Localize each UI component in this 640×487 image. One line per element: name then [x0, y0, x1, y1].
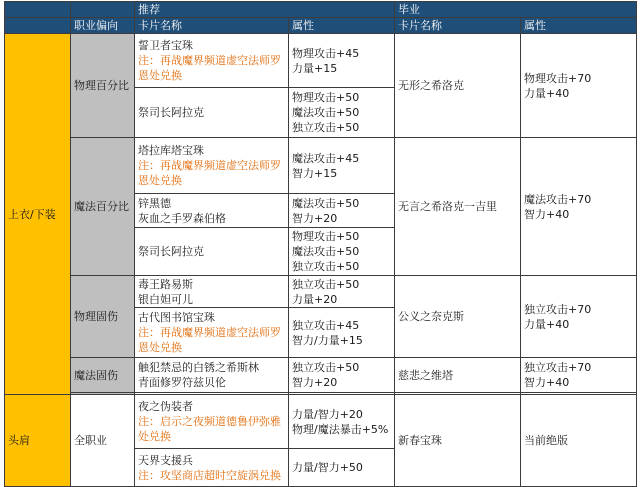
card-cell — [135, 194, 289, 228]
attr-line: 物理攻击+50 — [292, 230, 360, 243]
card-cell — [135, 395, 289, 449]
header-row-columns — [5, 18, 637, 34]
grad-card-all: 新春宝珠 — [395, 395, 521, 487]
attr-line: 智力/力量+15 — [292, 333, 363, 347]
card-name: 灰血之手罗森伯格 — [138, 211, 226, 225]
header-blank-2 — [71, 2, 135, 18]
attr-line: 魔法攻击+50 — [292, 196, 360, 210]
grad-card-mag-fixed: 慈悲之维塔 — [395, 358, 521, 393]
attr-cell — [289, 138, 395, 194]
slot-top-bottom: 上衣/下装 — [5, 34, 71, 395]
card-recommendation-table — [4, 1, 637, 487]
attr-cell — [289, 88, 395, 138]
attr-cell — [289, 276, 395, 308]
direction-mag-pct: 魔法百分比 — [71, 138, 135, 276]
attr-cell — [289, 194, 395, 228]
grad-attr-cell — [521, 138, 637, 276]
attr-line: 独立攻击+70 — [524, 361, 592, 374]
grad-attr-all: 当前绝版 — [521, 395, 637, 487]
card-cell — [135, 138, 289, 194]
header-blank — [5, 2, 71, 18]
attr-line: 力量+20 — [292, 292, 338, 306]
card-cell — [135, 358, 289, 393]
attr-cell — [289, 228, 395, 276]
card-name: 触犯禁忌的白锈之希斯林 — [138, 361, 259, 374]
attr-line: 物理/魔法暴击+5% — [292, 422, 389, 436]
attr-cell — [289, 395, 395, 449]
card-cell — [135, 276, 289, 308]
header-row-group — [5, 2, 637, 18]
card-cell — [135, 449, 289, 487]
card-name: 毒王路易斯 — [138, 277, 193, 291]
attr-line: 独立攻击+70 — [524, 302, 592, 316]
card-note: 注：攻坚商店超时空旋涡兑换 — [138, 468, 281, 482]
header-direction: 职业偏向 — [71, 18, 135, 34]
attr-line: 力量+15 — [292, 61, 338, 75]
attr-line: 独立攻击+50 — [292, 121, 360, 134]
attr-cell — [289, 358, 395, 393]
direction-all: 全职业 — [71, 395, 135, 487]
card-name: 夜之伪装者 — [138, 400, 193, 413]
header-recommend: 推荐 — [135, 2, 395, 18]
attr-line: 力量/智力+20 — [292, 407, 363, 421]
attr-line: 魔法攻击+50 — [292, 106, 360, 119]
card-name: 锌黑德 — [138, 196, 171, 210]
header-blank-3 — [5, 18, 71, 34]
card-name: 青面修罗符兹贝伦 — [138, 376, 226, 389]
attr-line: 独立攻击+50 — [292, 277, 360, 291]
header-attribute: 属性 — [289, 18, 395, 34]
grad-attr-cell — [521, 276, 637, 358]
grad-card-phys-pct: 无形之希洛克 — [395, 34, 521, 138]
grad-attr-cell — [521, 34, 637, 138]
table-row — [5, 395, 637, 449]
slot-head-shoulder: 头肩 — [5, 395, 71, 487]
card-name: 塔拉库塔宝珠 — [138, 144, 204, 157]
table-row — [5, 358, 637, 393]
card-cell — [135, 34, 289, 88]
card-note: 注：启示之夜频道德鲁伊弥雅处兑换 — [138, 415, 281, 443]
direction-phys-pct: 物理百分比 — [71, 34, 135, 138]
card-name: 祭司长阿拉克 — [135, 228, 289, 276]
attr-line: 独立攻击+45 — [292, 318, 360, 332]
card-cell — [135, 308, 289, 358]
attr-line: 物理攻击+50 — [292, 91, 360, 104]
attr-line: 智力+15 — [292, 166, 338, 180]
card-note: 注：再战魔界频道虚空法师罗恩处兑换 — [138, 326, 281, 354]
attr-cell — [289, 449, 395, 487]
header-graduate: 毕业 — [395, 2, 637, 18]
attr-line: 物理攻击+45 — [292, 46, 360, 60]
attr-line: 独立攻击+50 — [292, 361, 360, 374]
grad-card-mag-pct: 无言之希洛克一吉里 — [395, 138, 521, 276]
header-card-name-graduate: 卡片名称 — [395, 18, 521, 34]
attr-line: 魔法攻击+70 — [524, 192, 592, 206]
card-note: 注：再战魔界频道虚空法师罗恩处兑换 — [138, 54, 281, 82]
attr-line: 智力+20 — [292, 376, 338, 389]
grad-card-phys-fixed: 公义之奈克斯 — [395, 276, 521, 358]
direction-phys-fixed: 物理固伤 — [71, 276, 135, 358]
attr-line: 魔法攻击+50 — [292, 245, 360, 258]
attr-line: 力量/智力+50 — [292, 461, 363, 474]
attr-line: 力量+40 — [524, 86, 570, 100]
attr-line: 物理攻击+70 — [524, 71, 592, 85]
attr-cell — [289, 308, 395, 358]
card-name: 银白妲可儿 — [138, 292, 193, 306]
attr-cell — [289, 34, 395, 88]
header-attribute-graduate: 属性 — [521, 18, 637, 34]
attr-line: 智力+40 — [524, 376, 570, 389]
card-name: 誓卫者宝珠 — [138, 39, 193, 52]
attr-line: 力量+40 — [524, 317, 570, 331]
card-note: 注：再战魔界频道虚空法师罗恩处兑换 — [138, 159, 281, 187]
attr-line: 智力+20 — [292, 211, 338, 225]
card-name: 天界支援兵 — [138, 453, 193, 467]
attr-line: 智力+40 — [524, 207, 570, 221]
direction-mag-fixed: 魔法固伤 — [71, 358, 135, 393]
card-name: 祭司长阿拉克 — [135, 88, 289, 138]
card-name: 古代图书馆宝珠 — [138, 311, 215, 324]
table-row — [5, 34, 637, 88]
header-card-name: 卡片名称 — [135, 18, 289, 34]
attr-line: 魔法攻击+45 — [292, 151, 360, 165]
grad-attr-cell — [521, 358, 637, 393]
attr-line: 独立攻击+50 — [292, 260, 360, 273]
table-row — [5, 276, 637, 308]
table-row — [5, 138, 637, 194]
